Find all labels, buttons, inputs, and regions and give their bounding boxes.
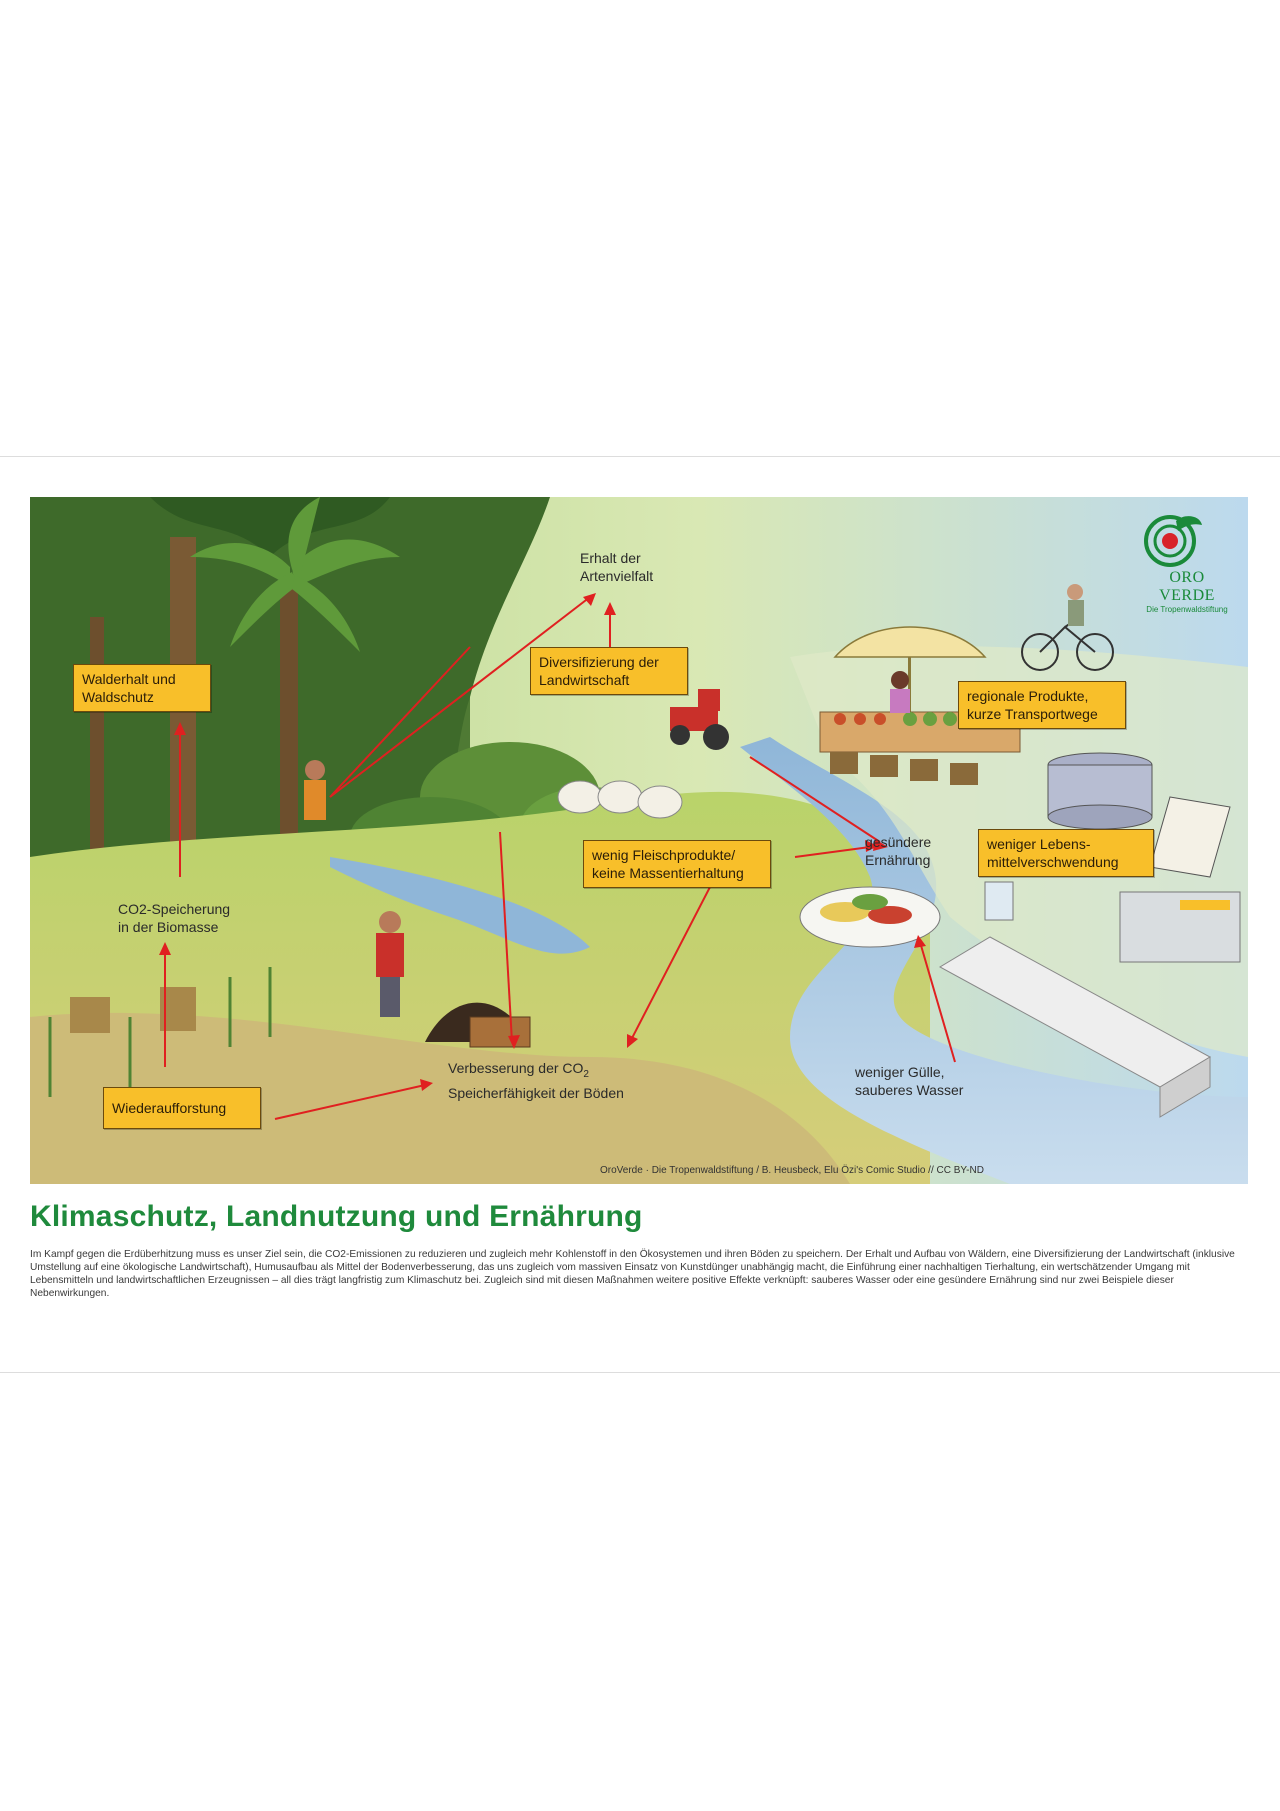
label-fleisch-line2: keine Massentierhaltung xyxy=(592,865,744,881)
label-boeden-line2: Speicherfähigkeit der Böden xyxy=(448,1084,624,1101)
label-ernaehrung xyxy=(865,833,931,869)
label-co2-biomasse-line1: CO2-Speicherung xyxy=(118,901,231,917)
label-guelle-line1: weniger Gülle, xyxy=(855,1064,945,1080)
label-diversifizierung xyxy=(530,647,688,695)
label-wiederaufforstung-text: Wiederaufforstung xyxy=(112,1100,227,1116)
label-fleisch-line1: wenig Fleischprodukte/ xyxy=(592,847,736,863)
label-walderhalt xyxy=(73,664,211,712)
label-diversifizierung-line1: Diversifizierung der xyxy=(539,654,659,670)
label-regional xyxy=(958,681,1126,729)
page-body-text: Im Kampf gegen die Erdüberhitzung muss es unser Ziel sein, die CO2-Emissionen zu reduzieren und zugleich mehr Kohlenstoff in den Ökosystemen und ihren Böden zu speichern. Der Erhalt und Aufbau von Wäldern, eine Diversifizierung der Landwirtschaft (inklusive Umstellung auf eine ökologische Landwirtschaft), Humusaufbau als Mittel der Bodenverbesserung, das uns zugleich vom massiven Einsatz von Kunstdünger unabhängig macht, die Einführung einer nachhaltigen Tierhaltung, ein wertschätzender Umgang mit Lebensmitteln und landwirtschaftlichen Erzeugnissen – all dies trägt langfristig zum Klimaschutz bei. Zugleich sind mit diesen Maßnahmen weitere positive Effekte verknüpft: sauberes Wasser oder eine gesündere Ernährung sind nur zwei Beispiele dieser Nebenwirkungen. xyxy=(30,1249,1235,1299)
bottom-divider xyxy=(0,1372,1280,1373)
logo-subtitle: Die Tropenwaldstiftung xyxy=(1146,605,1228,614)
label-verschwendung-line1: weniger Lebens- xyxy=(987,836,1091,852)
label-guelle-line2: sauberes Wasser xyxy=(855,1082,964,1098)
label-artenvielfalt-line1: Erhalt der xyxy=(580,550,641,566)
logo-mark-icon xyxy=(1142,511,1204,567)
label-verschwendung-line2: mittelverschwendung xyxy=(987,854,1119,870)
label-co2-biomasse-line2: in der Biomasse xyxy=(118,919,219,935)
top-divider xyxy=(0,456,1280,457)
label-verschwendung xyxy=(978,829,1154,877)
page-title: Klimaschutz, Landnutzung und Ernährung xyxy=(30,1200,643,1233)
label-boeden-line1-text: Verbesserung der CO xyxy=(448,1060,584,1076)
label-regional-line2: kurze Transportwege xyxy=(967,706,1098,722)
label-wiederaufforstung xyxy=(103,1087,261,1129)
label-walderhalt-line1: Walderhalt und xyxy=(82,671,176,687)
label-ernaehrung-line1: gesündere xyxy=(865,834,932,850)
label-artenvielfalt xyxy=(580,549,653,585)
label-boeden xyxy=(448,1059,624,1102)
logo-name: ORO VERDE xyxy=(1159,569,1215,604)
label-artenvielfalt-line2: Artenvielfalt xyxy=(580,568,654,584)
label-boeden-line1 xyxy=(448,1059,624,1084)
illustration xyxy=(30,497,1248,1184)
label-regional-line1: regionale Produkte, xyxy=(967,688,1089,704)
label-walderhalt-line2: Waldschutz xyxy=(82,689,154,705)
label-co2-biomasse xyxy=(118,900,230,936)
label-diversifizierung-line2: Landwirtschaft xyxy=(539,672,630,688)
label-boeden-subscript: 2 xyxy=(583,1068,589,1080)
illustration-credit: OroVerde · Die Tropenwaldstiftung / B. Heusbeck, Elu Özi's Comic Studio // CC BY-ND xyxy=(600,1165,984,1176)
label-fleisch xyxy=(583,840,771,888)
label-ernaehrung-line2: Ernährung xyxy=(865,852,931,868)
label-guelle xyxy=(855,1063,963,1099)
oroverde-logo xyxy=(1142,511,1232,614)
